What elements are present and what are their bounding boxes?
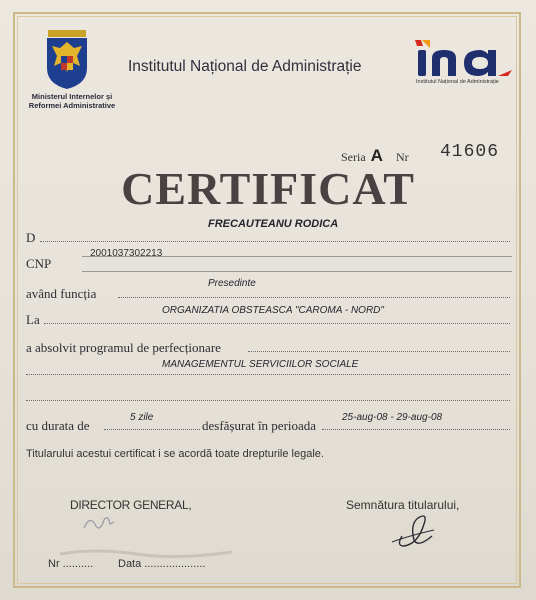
period-dotted-line bbox=[322, 429, 510, 430]
function-label: având funcția bbox=[26, 286, 97, 301]
program-label: a absolvit programul de perfecționare bbox=[26, 340, 221, 355]
certificate-title: CERTIFICAT bbox=[121, 163, 415, 214]
program-dotted-line-3 bbox=[26, 400, 510, 401]
director-signature-icon bbox=[80, 510, 140, 534]
footer-nr-dots: .......... bbox=[62, 558, 94, 570]
holder-name: FRECAUTEANU RODICA bbox=[208, 218, 339, 230]
seria-value: A bbox=[370, 146, 383, 165]
ina-logo-icon bbox=[412, 36, 516, 80]
institute-name: Institutul Național de Administrație bbox=[128, 58, 362, 75]
romania-coat-of-arms-icon bbox=[44, 30, 90, 90]
certificate-number: 41606 bbox=[440, 142, 500, 162]
director-general-label: DIRECTOR GENERAL, bbox=[70, 498, 192, 512]
cnp-value: 2001037302213 bbox=[90, 248, 163, 259]
nr-label: Nr bbox=[395, 150, 409, 164]
duration-dotted-line bbox=[104, 429, 200, 430]
d-dotted-line bbox=[40, 241, 510, 242]
program-dotted-line-1 bbox=[248, 351, 510, 352]
cnp-box bbox=[82, 256, 512, 272]
holder-signature-icon bbox=[388, 506, 444, 552]
footer-data-label: Data bbox=[118, 558, 142, 570]
holder-signature-label: Semnătura titularului, bbox=[346, 498, 460, 512]
cnp-label: CNP bbox=[26, 256, 52, 271]
period-label: desfășurat în perioada bbox=[202, 418, 317, 433]
ministry-name: Ministerul Internelor și Reformei Administrative bbox=[28, 92, 116, 110]
function-value: Presedinte bbox=[208, 278, 256, 289]
duration-label: cu durata de bbox=[26, 418, 90, 433]
program-value: MANAGEMENTUL SERVICIILOR SOCIALE bbox=[162, 359, 359, 370]
period-value: 25-aug-08 - 29-aug-08 bbox=[342, 412, 443, 423]
function-dotted-line bbox=[118, 297, 510, 298]
la-dotted-line bbox=[44, 323, 510, 324]
rights-text: Titularului acestui certificat i se acordă toate drepturile legale. bbox=[26, 448, 324, 460]
footer-nr bbox=[48, 558, 93, 570]
program-dotted-line-2 bbox=[26, 374, 510, 375]
footer-data-dots: .................... bbox=[144, 558, 206, 570]
footer-data bbox=[118, 558, 205, 570]
duration-value: 5 zile bbox=[130, 412, 154, 423]
seria-label: Seria bbox=[341, 150, 366, 164]
organization-value: ORGANIZATIA OBSTEASCA "CAROMA - NORD" bbox=[162, 305, 384, 316]
ina-logo-subtitle: Institutul Național de Administrație bbox=[416, 79, 499, 85]
d-label: D bbox=[26, 230, 36, 245]
footer-nr-label: Nr bbox=[48, 558, 60, 570]
la-label: La bbox=[26, 312, 40, 327]
